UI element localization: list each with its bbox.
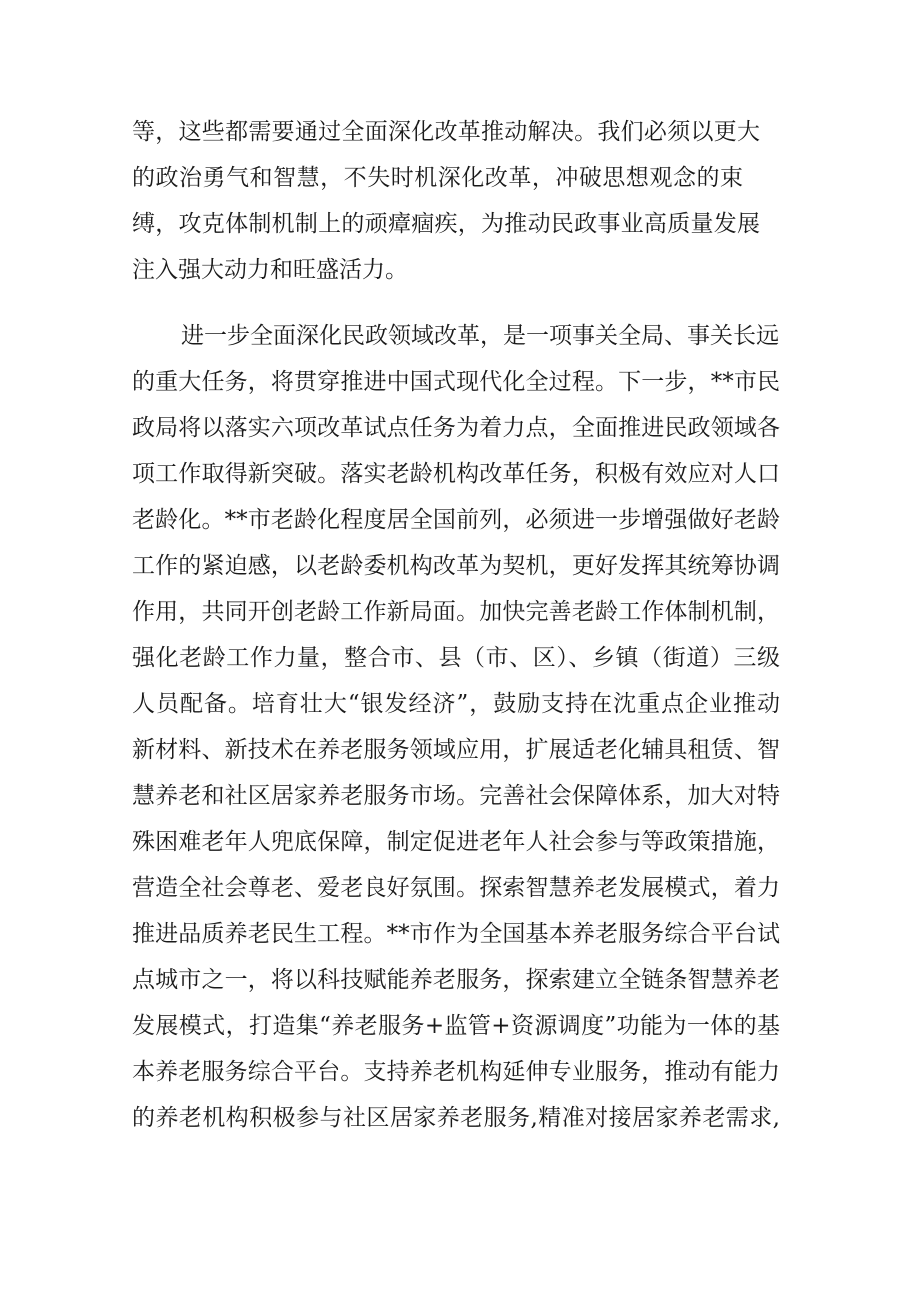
text-line-content: 本养老服务综合平台。支持养老机构延伸专业服务，推动有能力 [132,1059,780,1085]
text-line-content: 注入强大动力和旺盛活力。 [132,257,408,283]
text-line-content: 工作的紧迫感，以老龄委机构改革为契机，更好发挥其统筹协调 [132,553,780,579]
text-line-content: 政局将以落实六项改革试点任务为着力点，全面推进民政领域各 [132,415,780,441]
text-line-content: 推进品质养老民生工程。**市作为全国基本养老服务综合平台试 [132,921,780,947]
text-line-content: 的政治勇气和智慧，不失时机深化改革，冲破思想观念的束 [132,165,743,191]
text-line-content: 殊困难老年人兜底保障，制定促进老年人社会参与等政策措施， [132,829,780,855]
text-line-content: 强化老龄工作力量，整合市、县（市、区）、乡镇（街道）三级 [132,645,780,671]
text-line-content: 等，这些都需要通过全面深化改革推动解决。我们必须以更大 [132,119,760,145]
text-line-content: 慧养老和社区居家养老服务市场。完善社会保障体系，加大对特 [132,783,780,809]
text-line-content: 项工作取得新突破。落实老龄机构改革任务，积极有效应对人口 [132,461,780,487]
text-line-content: 缚，攻克体制机制上的顽瘴痼疾，为推动民政事业高质量发展 [132,211,760,237]
text-line-content: 老龄化。**市老龄化程度居全国前列，必须进一步增强做好老龄 [132,507,780,533]
text-line-content: 的养老机构积极参与社区居家养老服务,精准对接居家养老需求, [132,1105,780,1131]
text-line-content: 新材料、新技术在养老服务领域应用，扩展适老化辅具租赁、智 [132,737,780,763]
text-line-content: 人员配备。培育壮大“银发经济”，鼓励支持在沈重点企业推动 [132,691,780,717]
text-line-content: 作用，共同开创老龄工作新局面。加快完善老龄工作体制机制， [132,599,780,625]
text-line-content: 的重大任务，将贯穿推进中国式现代化全过程。下一步，**市民 [132,369,780,395]
text-line-content: 进一步全面深化民政领域改革，是一项事关全局、事关长远 [181,323,779,349]
text-line-content: 营造全社会尊老、爱老良好氛围。探索智慧养老发展模式，着力 [132,875,780,901]
text-line-content: 发展模式，打造集“养老服务+监管+资源调度”功能为一体的基 [132,1013,780,1039]
text-line-content: 点城市之一，将以科技赋能养老服务，探索建立全链条智慧养老 [132,967,780,993]
